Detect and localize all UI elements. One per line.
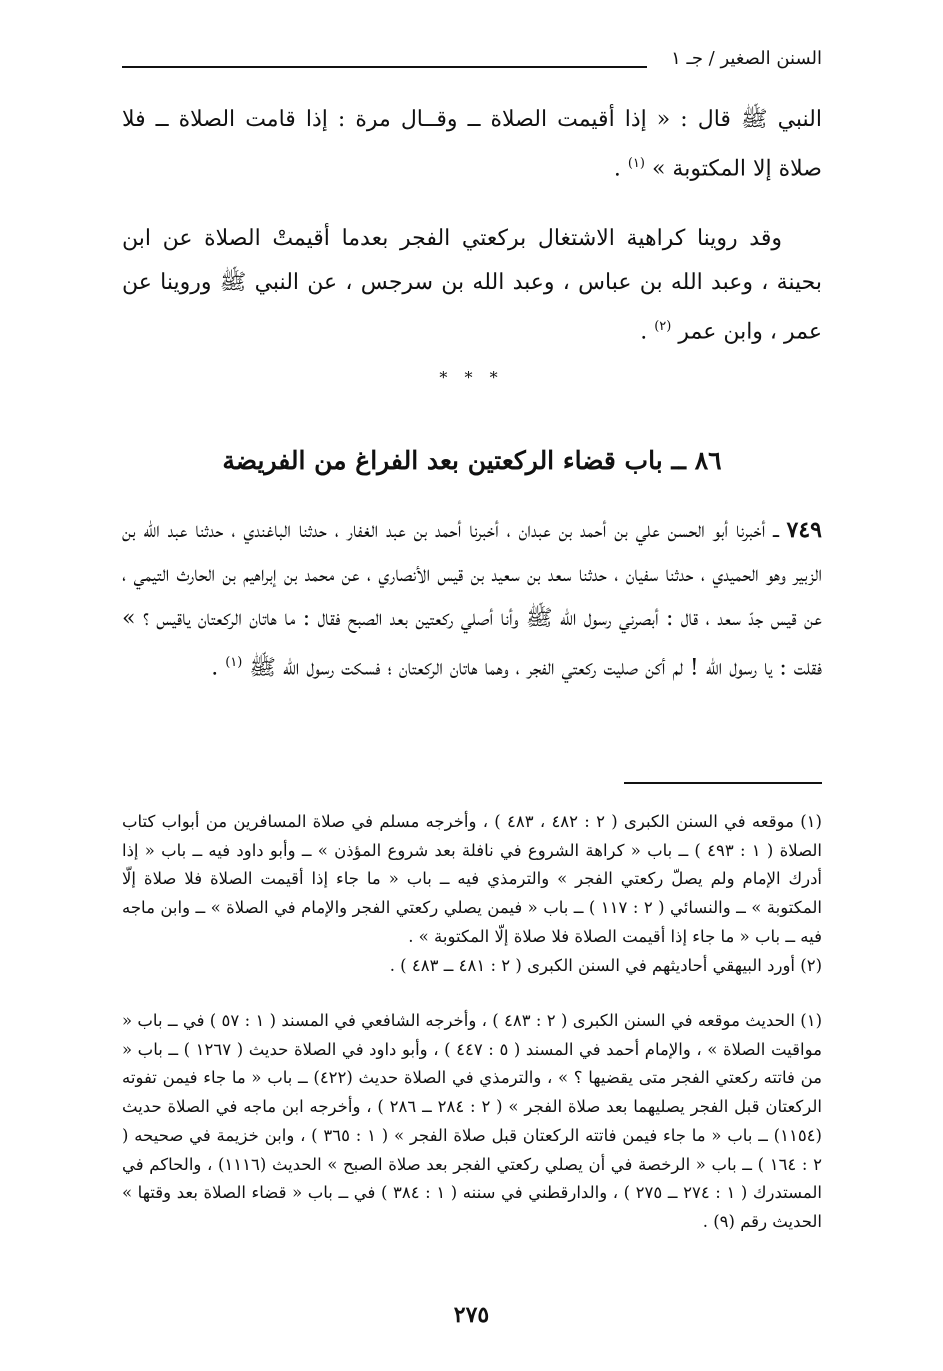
intro-paragraph-1-end: . [613,156,628,182]
intro-paragraph-2 [122,217,822,354]
intro-paragraph-1-text: النبي ﷺ قال : « إذا أقيمت الصلاة ــ وقــال مرة : إذا قامت الصلاة ــ فلا صلاة إلا المكتوبة » [122,107,822,182]
hadith-paragraph [122,508,822,690]
footnote-hadith-1: (١) الحديث موقعه في السنن الكبرى ( ٢ : ٤٨٣ ) ، وأخرجه الشافعي في المسند ( ١ : ٥٧ ) في ــ باب « مواقيت الصلاة » ، والإمام أحمد في المسند ( ٥ : ٤٤٧ ) ، وأبو داود في الصلاة حديث ( ١٢٦٧ ) ــ باب « من فاتته ركعتي الفجر متى يقضيها ؟ » ، والترمذي في الصلاة حديث (٤٢٢) ــ باب « ما جاء فيمن تفوته الركعتان قبل الفجر يصليهما بعد صلاة الفجر » ( ٢ : ٢٨٤ ــ ٢٨٦ ) ، وأخرجه ابن ماجه في الصلاة حديث (١١٥٤) ــ باب « ما جاء فيمن فاتته الركعتان قبل صلاة الفجر » ( ١ : ٣٦٥ ) ، وابن خزيمة في صحيحه ( ٢ : ١٦٤ ) ــ باب « الرخصة في أن يصلي ركعتي الفجر بعد صلاة الصبح » الحديث (١١١٦) ، والحاكم في المستدرك ( ١ : ٢٧٤ ــ ٢٧٥ ) ، والدارقطني في سننه ( ١ : ٣٨٤ ) في ــ باب « قضاء الصلاة بعد وقتها » الحديث رقم (٩) . [122,1011,823,1231]
intro-paragraph-2-end: . [640,319,655,345]
footnote-ref: (١) [225,655,243,670]
intro-paragraph-1 [122,98,822,191]
footnote-separator [624,782,822,784]
footnotes-group-2 [122,1007,822,1237]
page-number: ٢٧٥ [453,1302,490,1328]
section-separator: * * * [439,368,504,387]
hadith-number: ٧٤٩ [786,517,822,543]
running-head-title: السنن الصغير / جـ ١ [661,48,822,69]
footnote-ref: (١) [627,156,645,171]
running-head [122,48,822,72]
hadith-text: ــ أخبرنا أبو الحسن علي بن أحمد بن عبدان ، أخبرنا أحمد بن عبد الغفار ، حدثنا الباغندي ، حدثنا عبد الله بن الزبير وهو الحميدي ، حدثنا سفيان ، حدثنا سعد بن سعيد بن قيس الأنصاري ، عن محمد بن إبراهيم بن الحارث التيمي ، عن قيس جدّ سعد ، قال : أبصرني رسول الله ﷺ وأنا أصلي ركعتين بعد الصبح فقال : ما هاتان الركعتان ياقيس ؟ » فقلت : يا رسول الله ! لم أكن صليت ركعتي الفجر ، وهما هاتان الركعتان ؛ فسكت رسول الله ﷺ [122,518,822,681]
footnote-ref: (٢) [654,319,672,335]
footnotes-group-1 [122,808,822,980]
intro-text [122,98,822,355]
header-rule [122,66,647,68]
intro-paragraph-2-text: وقد روينا كراهية الاشتغال بركعتي الفجر بعدما أقيمتْ الصلاة عن ابن بحينة ، وعبد الله بن عباس ، وعبد الله بن سرجس ، عن النبي ﷺ وروينا عن عمر ، وابن عمر [122,226,822,345]
hadith-block [122,508,822,690]
footnote-1: (١) موقعه في السنن الكبرى ( ٢ : ٤٨٢ ، ٤٨٣ ) ، وأخرجه مسلم في صلاة المسافرين من أبواب كتاب الصلاة ( ١ : ٤٩٣ ) ــ باب « كراهة الشروع في نافلة بعد شروع المؤذن » ــ وأبو داود فيه ــ باب « إذا أدرك الإمام ولم يصلّ ركعتي الفجر » والترمذي فيه ــ باب « ما جاء إذا أقيمت الصلاة فلا صلاة إلّا المكتوبة » ــ والنسائي ( ٢ : ١١٧ ) ــ باب « فيمن يصلي ركعتي الفجر والإمام في الصلاة » ــ وابن ماجه فيه ــ باب « ما جاء إذا أقيمت الصلاة فلا صلاة إلّا المكتوبة » . [122,812,822,946]
chapter-title: ٨٦ ــ باب قضاء الركعتين بعد الفراغ من الفريضة [222,446,722,475]
hadith-end: . [211,655,226,681]
footnote-2: (٢) أورد البيهقي أحاديثهم في السنن الكبرى ( ٢ : ٤٨١ ــ ٤٨٣ ) . [389,955,822,975]
